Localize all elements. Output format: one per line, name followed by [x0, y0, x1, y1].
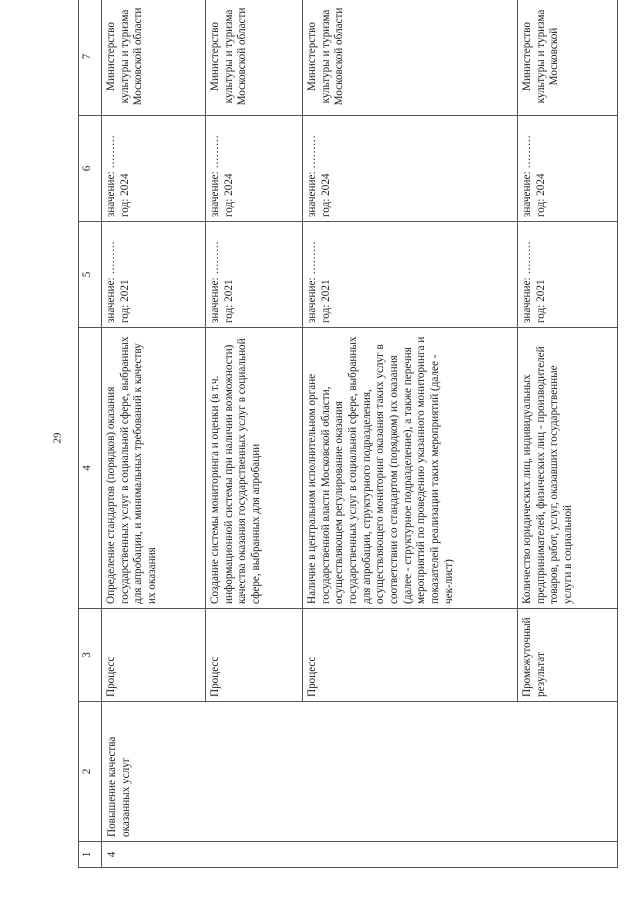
- base-value-cell: значение: ……… год: 2021: [518, 222, 618, 328]
- indicator-cell: Определение стандартов (порядков) оказания государственных услуг в социальной сфере, выбранных для апробации, и минимальных требований к качеству их оказания: [102, 328, 206, 609]
- col-header-6: 6: [79, 116, 102, 222]
- type-cell: Процесс: [206, 609, 303, 702]
- target-value-cell: значение: ……… год: 2024: [303, 116, 518, 222]
- header-row: [79, 0, 102, 868]
- col-header-5: 5: [79, 222, 102, 328]
- page-number: 29: [51, 432, 64, 444]
- responsible-cell: Министерство культуры и туризма Московской области: [102, 0, 206, 116]
- col-header-4: 4: [79, 328, 102, 609]
- row-number-cell: 4: [102, 842, 618, 868]
- responsible-cell: Министерство культуры и туризма Московской: [518, 0, 618, 116]
- indicator-cell: Количество юридических лиц, индивидуальных предпринимателей, физических лиц - производителей товаров, работ, услуг, оказавших государственные услуги в социальной: [518, 328, 618, 609]
- indicator-cell: Наличие в центральном исполнительном органе государственной власти Московской области, осуществляющем регулирование оказания государственных услуг в социальной сфере, выбранных для апробации, структурного подразделения, осуществляющего мониторинг оказания таких услуг в соответствии со стандартом (порядком) их оказания (далее - структурное подразделение), а также перечня мероприятий по проведению указанного мониторинга и показателей реализации таких мероприятий (далее - чек-лист): [303, 328, 518, 609]
- responsible-cell: Министерство культуры и туризма Московской области: [303, 0, 518, 116]
- target-value-cell: значение: ……… год: 2024: [102, 116, 206, 222]
- table-row: [102, 0, 206, 868]
- indicator-cell: Создание системы мониторинга и оценки (в т.ч. информационной системы при наличии возможности) качества оказания государственных услуг в социальной сфере, выбранных для апробации: [206, 328, 303, 609]
- task-cell: Повышение качества оказанных услуг: [102, 702, 618, 842]
- col-header-2: 2: [79, 702, 102, 842]
- measures-table: [78, 0, 618, 868]
- type-cell: Промежуточный результат: [518, 609, 618, 702]
- responsible-cell: Министерство культуры и туризма Московской области: [206, 0, 303, 116]
- col-header-1: 1: [79, 842, 102, 868]
- base-value-cell: значение: ……… год: 2021: [102, 222, 206, 328]
- target-value-cell: значение: ……… год: 2024: [518, 116, 618, 222]
- type-cell: Процесс: [303, 609, 518, 702]
- col-header-3: 3: [79, 609, 102, 702]
- base-value-cell: значение: ……… год: 2021: [303, 222, 518, 328]
- type-cell: Процесс: [102, 609, 206, 702]
- target-value-cell: значение: ……… год: 2024: [206, 116, 303, 222]
- base-value-cell: значение: ……… год: 2021: [206, 222, 303, 328]
- col-header-7: 7: [79, 0, 102, 116]
